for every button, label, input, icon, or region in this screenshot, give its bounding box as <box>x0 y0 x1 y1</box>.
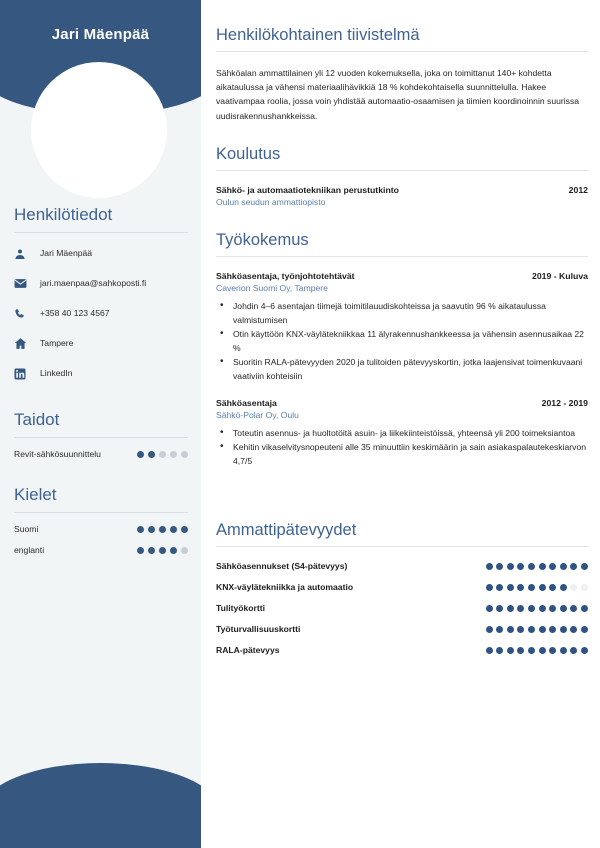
rating-dot <box>570 647 577 654</box>
rating-dot <box>181 451 188 458</box>
bullet-list <box>216 427 588 469</box>
bullet-item: • Johdin 4–6 asentajan tiimejä toimitilauudiskohteissa ja saavutin 96 % aikataulussa valmistumisen <box>216 300 588 327</box>
divider <box>14 232 188 233</box>
rating-dot <box>507 563 514 570</box>
summary-section <box>216 26 588 123</box>
rating-dot <box>137 547 144 554</box>
rating-dot <box>528 647 535 654</box>
divider <box>216 51 588 52</box>
contact-item[interactable] <box>14 304 188 323</box>
rating-dot <box>137 526 144 533</box>
main-content <box>216 0 600 848</box>
rating-dot <box>560 584 567 591</box>
summary-text: Sähköalan ammattilainen yli 12 vuoden kokemuksella, joka on toimittanut 140+ kohdetta aikataulussa ja vähensi materiaalihävikkiä 18 % kohdekohtaisella suunnittelulla. Hakee vaativampaa roolia, jossa voin yhdistää automaatio-osaamisen ja tiimien koordinoinnin suurissa uudisrakennushankkeissa. <box>216 68 580 121</box>
entry-date: 2012 <box>568 185 588 195</box>
certification-dots <box>486 626 588 633</box>
rating-dot <box>496 584 503 591</box>
rating-dot <box>496 626 503 633</box>
rating-dots <box>137 526 188 533</box>
rating-dot <box>517 563 524 570</box>
certification-item <box>216 603 588 613</box>
person-icon <box>14 248 36 260</box>
experience-entry <box>216 398 588 469</box>
rating-dot <box>137 451 144 458</box>
certification-dots <box>486 605 588 612</box>
entry-header <box>216 398 588 408</box>
rating-dot <box>549 626 556 633</box>
rating-dot <box>148 526 155 533</box>
entry-title: Sähkö- ja automaatiotekniikan perustutkinto <box>216 185 399 195</box>
divider <box>216 256 588 257</box>
skills-list <box>14 449 188 459</box>
rating-dots <box>137 451 188 458</box>
rating-item <box>14 545 188 555</box>
experience-entry <box>216 271 588 384</box>
rating-label: englanti <box>14 545 45 555</box>
rating-dot <box>581 647 588 654</box>
contact-item[interactable] <box>14 364 188 383</box>
sidebar-footer-banner <box>0 763 201 848</box>
entry-date: 2012 - 2019 <box>541 397 588 408</box>
rating-dot <box>539 584 546 591</box>
certification-item <box>216 645 588 655</box>
rating-dot <box>539 647 546 654</box>
contact-text: jari.maenpaa@sahkoposti.fi <box>40 278 147 288</box>
certification-label: Tulityökortti <box>216 603 266 613</box>
rating-dot <box>581 563 588 570</box>
contact-text: Jari Mäenpää <box>40 248 93 258</box>
rating-dot <box>549 605 556 612</box>
rating-dot <box>570 584 577 591</box>
certification-label: KNX-väylätekniikka ja automaatio <box>216 582 354 592</box>
certification-label: Työturvallisuuskortti <box>216 624 301 634</box>
rating-dot <box>486 626 493 633</box>
contact-text: +358 40 123 4567 <box>40 308 110 318</box>
rating-dot <box>507 626 514 633</box>
rating-dot <box>170 451 177 458</box>
divider <box>216 170 588 171</box>
divider <box>14 437 188 438</box>
contact-section <box>14 205 188 394</box>
rating-dot <box>181 526 188 533</box>
sidebar <box>0 0 201 848</box>
contact-heading: Henkilötiedot <box>14 205 113 224</box>
linkedin-icon <box>14 368 36 380</box>
education-list <box>216 185 588 207</box>
rating-dot <box>528 563 535 570</box>
rating-label: Suomi <box>14 524 39 534</box>
rating-dot <box>528 626 535 633</box>
rating-dot <box>539 626 546 633</box>
rating-dot <box>159 526 166 533</box>
rating-dot <box>560 563 567 570</box>
entry-subtitle: Sähkö-Polar Oy, Oulu <box>216 409 299 420</box>
rating-dot <box>581 626 588 633</box>
experience-list <box>216 271 588 468</box>
contact-item[interactable] <box>14 274 188 293</box>
certification-dots <box>486 563 588 570</box>
bullet-item: • Kehitin vikaselvitysnopeuteni alle 35 minuuttiin keskimäärin ja sain asiakaspalautekeskiarvon 4,7/5 <box>216 441 588 468</box>
bullet-item: • Suoritin RALA-pätevyyden 2020 ja tulitoiden pätevyyskortin, jotka laajensivat toimenkuvaani vaativiin kohteisiin <box>216 356 588 383</box>
rating-dot <box>549 647 556 654</box>
rating-dot <box>581 605 588 612</box>
entry-subtitle: Oulun seudun ammattiopisto <box>216 197 326 207</box>
entry-header <box>216 185 588 195</box>
rating-dot <box>159 451 166 458</box>
rating-dot <box>560 605 567 612</box>
rating-dot <box>570 626 577 633</box>
certifications-heading: Ammattipätevyydet <box>216 521 357 539</box>
rating-dot <box>507 605 514 612</box>
rating-dot <box>517 584 524 591</box>
rating-dot <box>549 584 556 591</box>
rating-dot <box>170 526 177 533</box>
entry-header <box>216 271 588 281</box>
education-heading: Koulutus <box>216 145 281 163</box>
education-entry <box>216 185 588 207</box>
rating-dot <box>148 451 155 458</box>
contact-item[interactable] <box>14 244 188 263</box>
experience-heading: Työkokemus <box>216 231 309 249</box>
avatar <box>31 62 167 198</box>
experience-section <box>216 231 588 482</box>
bullet-item: • Toteutin asennus- ja huoltotöitä asuin- ja liikekiinteistöissä, yhteensä yli 200 toimeksiantoa <box>216 427 588 441</box>
rating-dot <box>517 626 524 633</box>
rating-dot <box>170 547 177 554</box>
home-icon <box>14 337 36 350</box>
rating-dot <box>148 547 155 554</box>
rating-dot <box>581 584 588 591</box>
envelope-icon <box>14 277 36 290</box>
certification-item <box>216 561 588 571</box>
rating-dot <box>486 563 493 570</box>
rating-dot <box>560 626 567 633</box>
rating-dot <box>560 647 567 654</box>
rating-dot <box>517 605 524 612</box>
contact-text: Tampere <box>40 338 74 348</box>
rating-dot <box>486 605 493 612</box>
rating-dot <box>517 647 524 654</box>
divider <box>14 512 188 513</box>
summary-heading: Henkilökohtainen tiivistelmä <box>216 26 420 44</box>
bullet-list <box>216 300 588 384</box>
entry-title: Sähköasentaja <box>216 397 277 408</box>
divider <box>216 546 588 547</box>
rating-dot <box>539 605 546 612</box>
rating-dot <box>528 605 535 612</box>
entry-title: Sähköasentaja, työnjohtotehtävät <box>216 271 355 281</box>
rating-dot <box>181 547 188 554</box>
rating-dot <box>570 605 577 612</box>
rating-item <box>14 524 188 534</box>
contact-text: LinkedIn <box>40 368 73 378</box>
skills-section <box>14 410 188 470</box>
certification-dots <box>486 647 588 654</box>
rating-dot <box>528 584 535 591</box>
rating-dot <box>496 605 503 612</box>
phone-icon <box>14 308 36 320</box>
certification-label: Sähköasennukset (S4-pätevyys) <box>216 561 348 571</box>
certifications-section <box>216 521 588 666</box>
rating-dot <box>507 647 514 654</box>
rating-dot <box>496 647 503 654</box>
languages-heading: Kielet <box>14 485 57 504</box>
contact-item[interactable] <box>14 334 188 353</box>
candidate-name: Jari Mäenpää <box>51 26 150 43</box>
entry-subtitle: Caverion Suomi Oy, Tampere <box>216 283 328 293</box>
rating-dot <box>486 584 493 591</box>
certification-dots <box>486 584 588 591</box>
rating-dots <box>137 547 188 554</box>
certification-item <box>216 624 588 634</box>
rating-dot <box>159 547 166 554</box>
rating-dot <box>496 563 503 570</box>
rating-dot <box>539 563 546 570</box>
languages-section <box>14 485 188 566</box>
rating-dot <box>486 647 493 654</box>
skills-heading: Taidot <box>14 410 60 429</box>
certification-label: RALA-pätevyys <box>216 645 280 655</box>
entry-date: 2019 - Kuluva <box>531 271 588 281</box>
bullet-item: • Otin käyttöön KNX-väylätekniikkaa 11 älyrakennushankkeessa ja vähensin asennusaikaa 22 % <box>216 328 588 355</box>
rating-dot <box>507 584 514 591</box>
rating-dot <box>570 563 577 570</box>
education-section <box>216 145 588 207</box>
certifications-list <box>216 561 588 655</box>
rating-item <box>14 449 188 459</box>
certification-item <box>216 582 588 592</box>
languages-list <box>14 524 188 555</box>
contact-list <box>14 244 188 383</box>
rating-label: Revit-sähkösuunnittelu <box>14 449 101 459</box>
rating-dot <box>549 563 556 570</box>
